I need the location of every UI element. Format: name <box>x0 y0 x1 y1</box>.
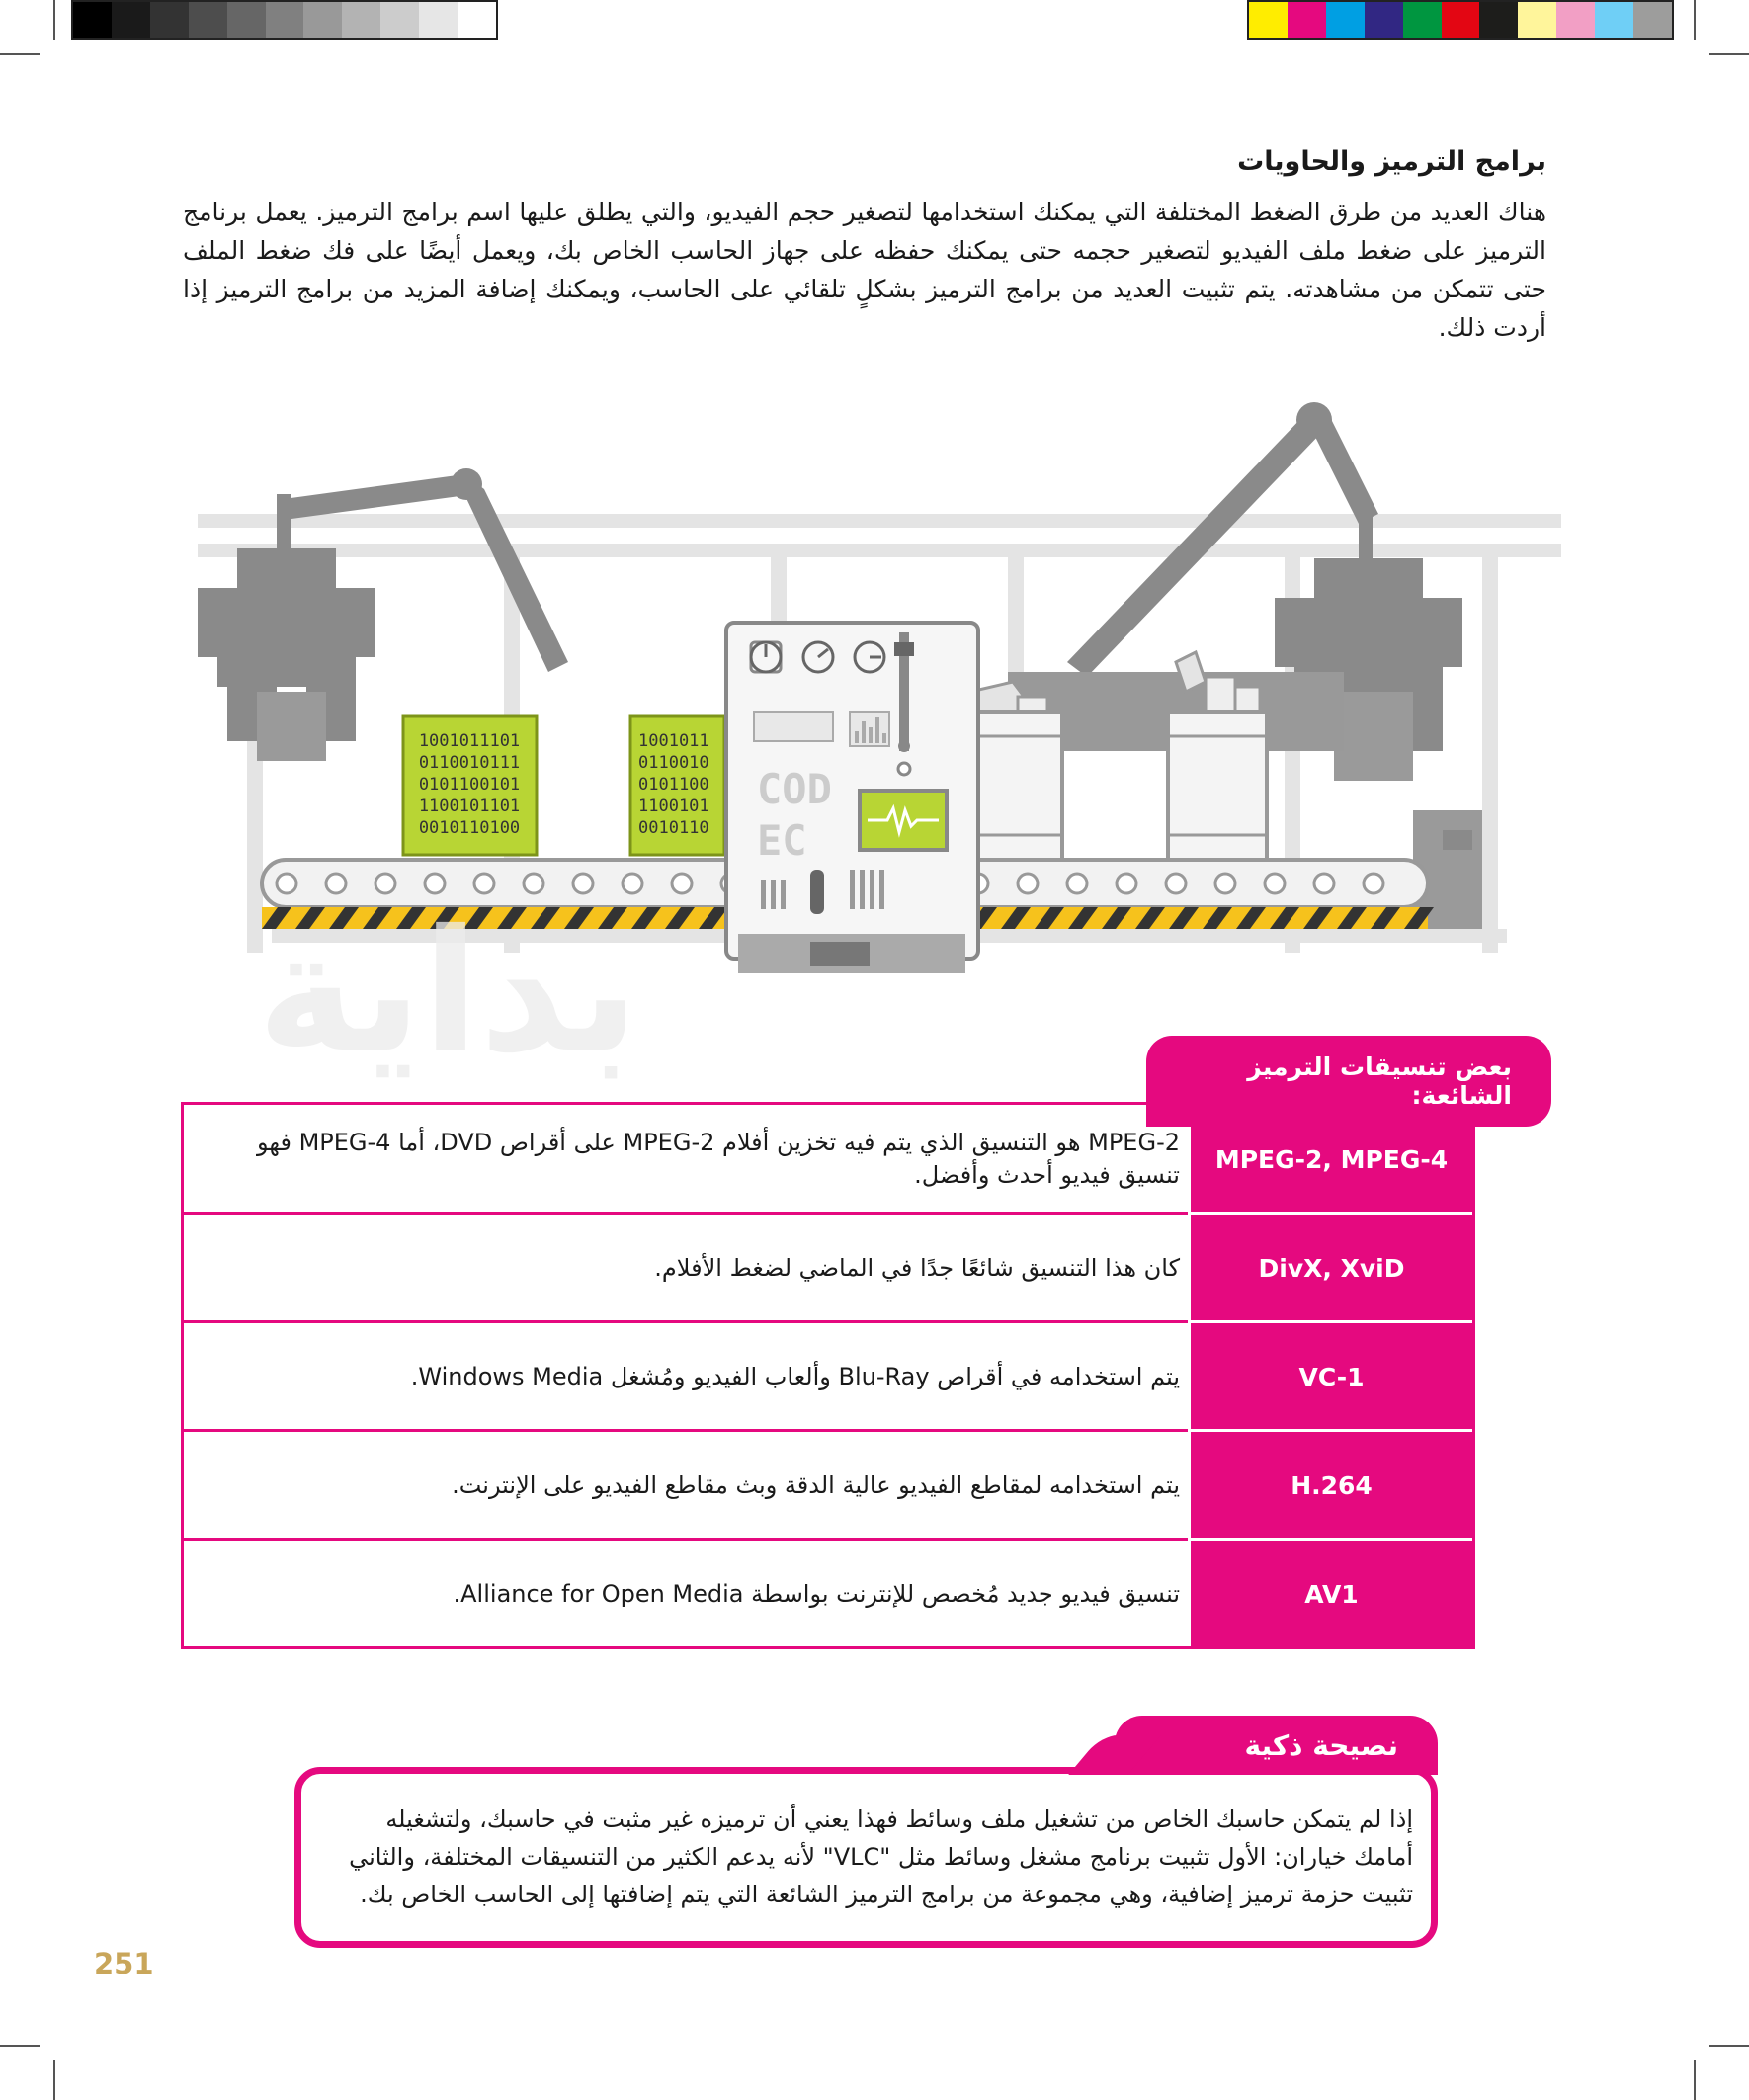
codecs-table <box>181 1102 1475 1649</box>
binary-line-4: 1100101 <box>638 797 709 816</box>
conveyor-roller <box>1166 874 1186 893</box>
codec-name: VC-1 <box>1191 1322 1472 1431</box>
conveyor-roller <box>573 874 593 893</box>
table-row <box>184 1322 1472 1431</box>
conveyor-roller <box>1265 874 1285 893</box>
color-swatch <box>227 2 266 38</box>
color-swatch <box>150 2 189 38</box>
binary-line-5: 0010110 <box>638 818 709 838</box>
binary-line-1: 1001011101 <box>418 731 521 751</box>
intro-paragraph: هناك العديد من طرق الضغط المختلفة التي يمكنك استخدامها لتصغير حجم الفيديو، والتي يطلق عليها اسم برامج الترميز. يعمل برنامج الترميز على ضغط ملف الفيديو لتصغير حجمه حتى يمكنك حفظه على جهاز الحاسب الخاص بك، ويعمل أيضًا على فك ضغط الملف حتى تتمكن من مشاهدته. يتم تثبيت العديد من برامج الترميز بشكلٍ تلقائي على الحاسب، ويمكنك إضافة المزيد من برامج الترميز إذا أردت ذلك. <box>183 198 1546 342</box>
conveyor-roller <box>1067 874 1087 893</box>
code-divider <box>1191 1538 1472 1541</box>
binary-line-3: 0101100 <box>638 775 709 795</box>
crop-mark <box>53 2060 55 2100</box>
watermark-logo: بداية <box>257 894 640 1090</box>
table-row <box>184 1431 1472 1540</box>
codec-description: كان هذا التنسيق شائعًا جدًا في الماضي لضغط الأفلام. <box>654 1253 1180 1282</box>
codec-name: DivX, XviD <box>1191 1214 1472 1322</box>
row-divider <box>184 1212 1188 1215</box>
tip-title: نصيحة ذكية <box>1115 1716 1438 1775</box>
color-swatch <box>342 2 380 38</box>
crop-mark <box>1709 2045 1749 2047</box>
code-divider <box>1191 1320 1472 1323</box>
color-swatch <box>1518 2 1556 38</box>
color-swatch <box>1326 2 1365 38</box>
conveyor-roller <box>425 874 445 893</box>
binary-line-1: 1001011 <box>638 731 709 751</box>
conveyor-roller <box>326 874 346 893</box>
codec-description: MPEG-2 هو التنسيق الذي يتم فيه تخزين أفلام MPEG-2 على أقراص DVD، أما MPEG-4 فهو تنسيق فيديو أحدث وأفضل. <box>257 1129 1180 1189</box>
conveyor-roller <box>1364 874 1383 893</box>
color-swatch <box>380 2 419 38</box>
color-swatch <box>1249 2 1288 38</box>
color-swatch <box>112 2 150 38</box>
conveyor-roller <box>1117 874 1136 893</box>
color-swatch <box>73 2 112 38</box>
binary-line-2: 0110010111 <box>418 753 521 773</box>
binary-line-2: 0110010 <box>638 753 709 773</box>
codec-name: MPEG-2, MPEG-4 <box>1191 1105 1472 1214</box>
codec-description: يتم استخدامه لمقاطع الفيديو عالية الدقة وبث مقاطع الفيديو على الإنترنت. <box>452 1470 1180 1499</box>
color-swatch <box>266 2 304 38</box>
crop-mark <box>0 2045 40 2047</box>
color-swatch <box>1288 2 1326 38</box>
section-title: برامج الترميز والحاويات <box>1237 146 1546 177</box>
codec-description: يتم استخدامه في أقراص Blu-Ray وألعاب الفيديو ومُشغل Windows Media. <box>410 1362 1180 1390</box>
table-row <box>184 1214 1472 1322</box>
binary-line-3: 0101100101 <box>418 775 521 795</box>
code-divider <box>1191 1429 1472 1432</box>
conveyor-roller <box>277 874 296 893</box>
color-swatch <box>1595 2 1633 38</box>
crop-mark <box>1694 0 1696 40</box>
conveyor-roller <box>1314 874 1334 893</box>
binary-line-4: 1100101101 <box>418 797 521 816</box>
page-number: 251 <box>94 1947 154 1980</box>
row-divider <box>184 1538 1188 1541</box>
conveyor-roller <box>1018 874 1038 893</box>
crop-mark <box>1709 53 1749 55</box>
grayscale-calibration-bar <box>71 0 498 40</box>
machine-label-2: EC <box>757 816 807 865</box>
conveyor-roller <box>524 874 543 893</box>
color-swatch <box>419 2 458 38</box>
color-swatch <box>1479 2 1518 38</box>
codec-description: تنسيق فيديو جديد مُخصص للإنترنت بواسطة Alliance for Open Media. <box>453 1579 1180 1608</box>
conveyor-roller <box>672 874 692 893</box>
color-swatch <box>303 2 342 38</box>
crop-mark <box>53 0 55 40</box>
codec-name: H.264 <box>1191 1431 1472 1540</box>
conveyor-roller <box>1215 874 1235 893</box>
conveyor-roller <box>375 874 395 893</box>
tip-text: إذا لم يتمكن حاسبك الخاص من تشغيل ملف وسائط فهذا يعني أن ترميزه غير مثبت في حاسبك، ولتشغيله أمامك خياران: الأول تثبيت برنامج مشغل وسائط مثل "VLC" لأنه يدعم الكثير من التنسيقات المختلفة، والثاني تثبيت حزمة ترميز إضافية، وهي مجموعة من برامج الترميز الشائعة التي يتم إضافتها إلى الحاسب الخاص بك. <box>349 1806 1413 1908</box>
color-swatch <box>1442 2 1480 38</box>
row-divider <box>184 1320 1188 1323</box>
code-divider <box>1191 1212 1472 1215</box>
color-swatch <box>189 2 227 38</box>
color-swatch <box>1556 2 1595 38</box>
codecs-table-header: بعض تنسيقات الترميز الشائعة: <box>1146 1036 1551 1127</box>
crop-mark <box>0 53 40 55</box>
codec-name: AV1 <box>1191 1540 1472 1648</box>
binary-line-5: 0010110100 <box>418 818 521 838</box>
conveyor-roller <box>474 874 494 893</box>
color-swatch <box>1403 2 1442 38</box>
color-swatch <box>1633 2 1672 38</box>
conveyor-roller <box>623 874 642 893</box>
table-row <box>184 1540 1472 1648</box>
color-calibration-bar <box>1247 0 1674 40</box>
row-divider <box>184 1429 1188 1432</box>
crop-mark <box>1694 2060 1696 2100</box>
color-swatch <box>458 2 496 38</box>
machine-label-1: COD <box>757 765 832 813</box>
color-swatch <box>1365 2 1403 38</box>
